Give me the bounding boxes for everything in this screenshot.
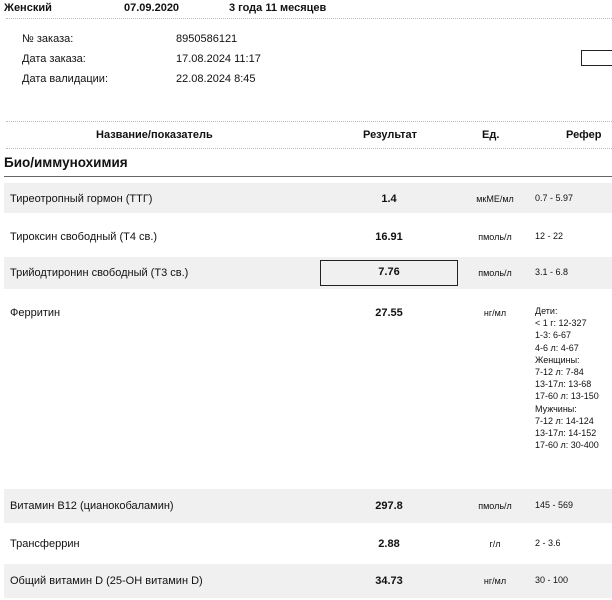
reference-line: Дети:	[535, 306, 558, 316]
test-name: Тироксин свободный (Т4 св.)	[10, 231, 158, 243]
table-row	[4, 183, 612, 213]
reference-line: Мужчины:	[535, 403, 577, 414]
test-unit: пмоль/л	[478, 268, 512, 278]
test-name: Тиреотропный гормон (ТТГ)	[10, 193, 153, 205]
order-number-value: 8950586121	[176, 33, 238, 45]
table-row	[4, 297, 612, 485]
patient-age: 3 года 11 месяцев	[229, 2, 327, 14]
section-title: Био/иммунохимия	[4, 155, 128, 170]
test-name: Ферритин	[10, 307, 61, 319]
reference-line: 17-60 л: 30-400	[535, 440, 599, 451]
test-result: 297.8	[375, 500, 403, 512]
test-result: 34.73	[375, 575, 403, 587]
reference-line: 4-6 л: 4-67	[535, 342, 579, 353]
column-header-reference: Рефер	[566, 129, 602, 141]
reference-line: 1-3: 6-67	[535, 330, 572, 341]
order-number-label: № заказа:	[22, 33, 74, 45]
test-unit: мкМЕ/мл	[476, 194, 514, 204]
table-row	[4, 528, 612, 560]
test-reference-list	[535, 305, 599, 451]
table-row	[4, 221, 612, 251]
test-name: Общий витамин D (25-OH витамин D)	[10, 575, 203, 587]
column-header-name: Название/показатель	[96, 129, 213, 141]
test-result: 27.55	[375, 307, 403, 319]
test-unit: г/л	[489, 539, 501, 549]
test-reference: 3.1 - 6.8	[535, 267, 569, 277]
divider	[6, 18, 612, 19]
test-name: Трийодтиронин свободный (Т3 св.)	[10, 267, 189, 279]
order-date-label: Дата заказа:	[22, 53, 86, 65]
patient-birth-date: 07.09.2020	[124, 2, 180, 14]
column-header-result: Результат	[363, 129, 418, 141]
section-underline	[4, 176, 612, 177]
order-date-value: 17.08.2024 11:17	[176, 53, 261, 65]
barcode-box	[581, 50, 612, 66]
table-row	[4, 489, 612, 523]
divider	[6, 148, 612, 149]
test-name: Трансферрин	[10, 538, 80, 550]
validation-date-label: Дата валидации:	[22, 73, 108, 85]
reference-line: 13-17л: 13-68	[535, 379, 592, 390]
test-result: 1.4	[381, 193, 397, 205]
reference-line: Женщины:	[535, 354, 580, 365]
test-reference: 0.7 - 5.97	[535, 193, 574, 203]
patient-sex: Женский	[4, 2, 52, 14]
reference-line: 13-17л: 14-152	[535, 428, 597, 439]
reference-line: 7-12 л: 14-124	[535, 415, 594, 426]
test-reference: 2 - 3.6	[535, 538, 561, 548]
validation-date-value: 22.08.2024 8:45	[176, 73, 256, 85]
test-reference: 12 - 22	[535, 231, 564, 241]
table-row	[4, 257, 612, 289]
column-header-unit: Ед.	[482, 129, 500, 141]
test-name: Витамин B12 (цианокобаламин)	[10, 500, 174, 512]
test-unit: пмоль/л	[478, 232, 512, 242]
test-result: 2.88	[378, 538, 400, 550]
reference-line: 7-12 л: 7-84	[535, 367, 584, 378]
reference-line: < 1 г: 12-327	[535, 318, 587, 329]
reference-line: 17-60 л: 13-150	[535, 391, 599, 402]
test-unit: нг/мл	[483, 308, 507, 318]
test-reference: 30 - 100	[535, 575, 569, 585]
test-result: 16.91	[375, 231, 403, 243]
divider	[6, 121, 612, 122]
test-unit: нг/мл	[483, 576, 507, 586]
test-reference: 145 - 569	[535, 500, 574, 510]
test-unit: пмоль/л	[478, 501, 512, 511]
table-row	[4, 564, 612, 598]
test-result-flagged: 7.76	[320, 260, 458, 286]
